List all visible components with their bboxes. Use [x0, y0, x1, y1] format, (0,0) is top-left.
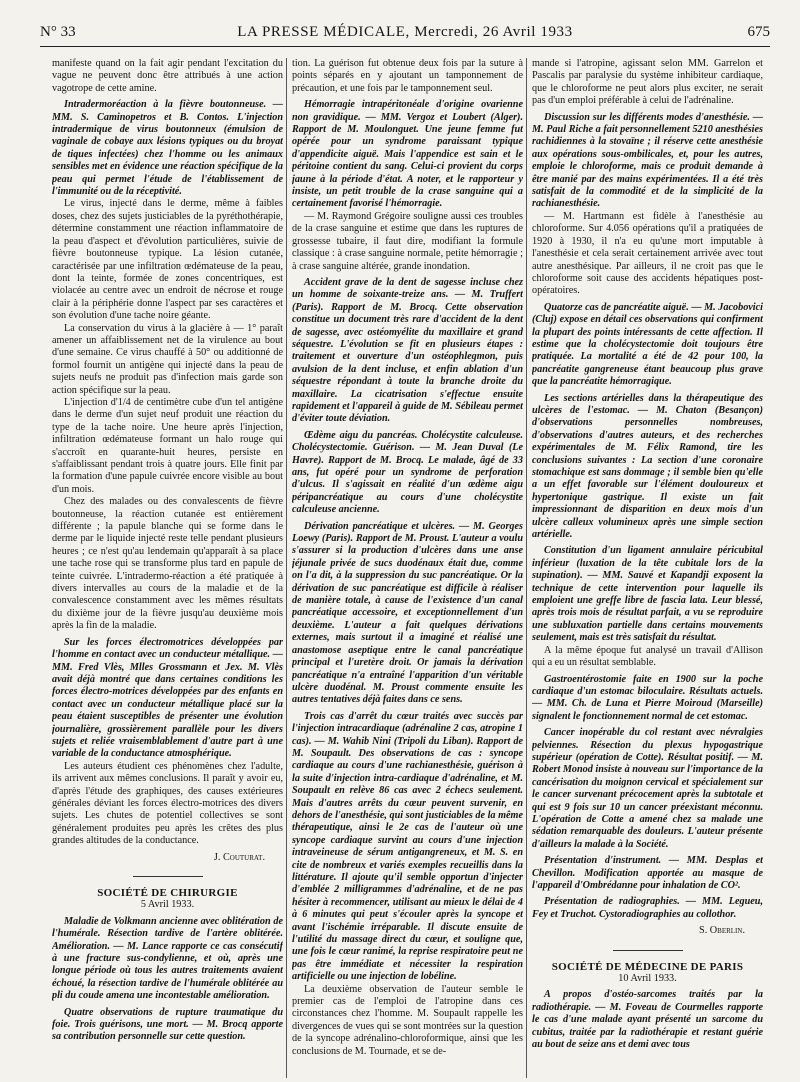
article-heading: A propos d'ostéo-sarcomes traités par la radiothérapie. — M. Foveau de Courmelles rapporte le cas d'une malade ayant présenté un sarcome du cubitus, traitée par la radiothérapie et restant guérie au bout de seize ans et demi avec tous [532, 989, 763, 1051]
article-heading: Trois cas d'arrêt du cœur traités avec succès par l'injection intracardiaque (adrénaline 2 cas, atropine 1 cas). — M. Wahib Nini (Tripoli du Liban). Rapport de M. Soupault. Des observations de cas : syncope cardiaque au cours d'une rachianesthésie, guérison à la suite d'injection intra-cardiaque d'adrénaline, et M. Soupault en relève 86 cas avec 2 échecs seulement. Mais d'autres arrêts du cœur peuvent survenir, en dehors de l'anesthésie, qui sont justiciables de la même thérapeutique, ainsi le 2e cas de l'auteur où une syncope cardiaque survint au cours d'une injection intraveineuse de sérum antigangreneux, et M. S. en cite de nombreux et variés exemples recueillis dans la littérature. Il ajoute qu'il semble opportun d'injecter d'emblée 2 milligrammes d'adrénaline, et de ne pas hésiter à recommencer, utilisant au mieux le délai de 4 à 6 minutes qui peut s'écouler après la syncope et avant l'ischémie irréparable. Il discute ensuite de l'utilité du massage direct du cœur, et souligne que, une fois le cœur ranimé, la reprise respiratoire peut ne pas être immédiate et nécessiter la respiration artificielle ou une injection de lobéline. [292, 710, 523, 983]
paragraph: tion. La guérison fut obtenue deux fois par la suture à points séparés en y ajoutant un tamponnement de précaution, et une fois par le tamponnement seul. [292, 58, 523, 94]
article-heading: Sur les forces électromotrices développées par l'homme en contact avec un conducteur métallique. — MM. Fred Vlès, Mlles Grossmann et Jex. M. Vlès avait déjà montré que dans certaines conditions les forces électro-motrices développées par des enfants en contact avec un conducteur métallique placé sur la peau étaient susceptibles de présenter une évolution journalière, grossièrement parallèle pour les divers sujets et reliée vraisemblablement d'autre part à une variable de la conductance atmosphérique. [52, 636, 283, 760]
paragraph: L'injection d'1/4 de centimètre cube d'un tel antigène dans le derme d'un sujet neuf produit une réaction du type de la tache noire. Une heure après l'injection, infiltration œdémateuse formant un halo rouge qui s'accroît en quarante-huit heures, persiste en s'affaiblissant pendant trois à quatre jours. Elle finit par la formation d'une papule cuivrée encore visible au bout d'un mois. [52, 396, 283, 495]
article-heading: Maladie de Volkmann ancienne avec oblitération de l'humérale. Résection tardive de l'artère oblitérée. Amélioration. — M. Lance rapporte ce cas consécutif à une fracture sus-condylienne, et où, après une longue période où tous les autres traitements avaient échoué, la résection tardive de l'humérale oblitérée au pli du coude amena une incontestable amélioration. [52, 915, 283, 1002]
section-title: SOCIÉTÉ DE MÉDECINE DE PARIS [551, 960, 744, 973]
signature: S. Oberlin. [699, 925, 745, 937]
column-2 [292, 58, 523, 1078]
paragraph: — M. Hartmann est fidèle à l'anesthésie au chloroforme. Sur 4.056 opérations qu'il a pratiquées de 1920 à 1930, il n'a eu qu'une mort imputable à l'anesthésie et cela serait certainement arrivée avec tout autre anesthésique. Par ailleurs, il ne croit pas que le chloroforme soit cause des accidents hépatiques post-opératoires. [532, 210, 763, 297]
article-heading: Les sections artérielles dans la thérapeutique des ulcères de l'estomac. — M. Chaton (Besançon) d'observations personnelles nombreuses, d'observations d'autres auteurs, et des recherches expérimentales de M. Félix Ramond, tire les conclusions suivantes : La section d'une coronaire stomachique est sans dommage ; il semble bien qu'elle a un effet favorable sur l'élément douloureux et hypertonique gastrique. Il existe un fait impressionnant de disparition en deux mois d'un ulcère calleux volumineux après une simple section artérielle. [532, 392, 763, 541]
masthead-title: LA PRESSE MÉDICALE, Mercredi, 26 Avril 1933 [237, 24, 573, 40]
paragraph: — M. Raymond Grégoire souligne aussi ces troubles de la crase sanguine et estime que dans les ruptures de grossesse tubaire, il faut dire, modifiant la formule classique : à crase sanguine normale, petite hémorragie ; à crase sanguine altérée, grande inondation. [292, 210, 523, 272]
article-heading: Quatorze cas de pancréatite aiguë. — M. Jacobovici (Cluj) expose en détail ces observations qui confirment la plupart des points intéressants de cette affection. Il estime que la cholécystectomie doit toujours être pratiquée. La mortalité a été de 42 pour 100, la pancréatite gangreneuse étant beaucoup plus grave que la pancréatite hémorragique. [532, 301, 763, 388]
page-number: 675 [747, 24, 770, 40]
paragraph: Le virus, injecté dans le derme, même à faibles doses, chez des sujets justiciables de la pyréthothérapie, détermine constamment une réaction inflammatoire de la peau d'aspect et d'évolution particulières, suivie de fièvre boutonneuse typique. La lésion cutanée, caractérisée par une infiltration œdémateuse de la peau, dont la teinte, formée de zones concentriques, est violacée au centre avec un endroit de nécrose et rouge clair à la périphérie donne l'aspect par ses caractères et son évolution d'une tache noire géante. [52, 198, 283, 322]
section-date: 5 Avril 1933. [140, 899, 195, 911]
column-3 [532, 58, 763, 1078]
article-heading: Hémorragie intrapéritonéale d'origine ovarienne non gravidique. — MM. Vergoz et Loubert (Alger). Rapport de M. Moulonguet. Une jeune femme fut opérée pour un syndrome paraissant typique d'appendicite aiguë. Mais l'appendice est sain et le péritoine contient du sang. Celui-ci provient du corps jaune à la période d'état. A noter, et le rapporteur y insiste, un petit trouble de la crase sanguine qui a certainement favorisé l'hémorragie. [292, 99, 523, 210]
article-heading: Cancer inopérable du col restant avec névralgies pelviennes. Résection du plexus hypogastrique supérieur (opération de Cotte). Résultat positif. — M. Robert Monod insiste à nouveau sur l'importance de la cancérisation du moignon cervical et spécialement sur le cancer survenant précocement après la subtotale et qui est 9 fois sur 10 un cancer préexistant méconnu. L'opération de Cotte a amené chez sa malade une sédation remarquable des douleurs. L'auteur présente d'ailleurs la malade à la Société. [532, 727, 763, 850]
article-heading: Dérivation pancréatique et ulcères. — M. Georges Loewy (Paris). Rapport de M. Proust. L'auteur a voulu s'assurer si la production d'ulcères dans une anse jéjunale privée de sucs duodénaux était due, comme on l'a dit, à la suppression du suc pancréatique. Or la dérivation de suc pancréatique est difficile à réaliser de manière totale, à cause de l'existence d'un canal pancréatique accessoire, et exceptionnellement d'un deuxième. L'auteur a fait quelques dérivations externes, mais surtout il a imaginé et réalisé une anastomose aseptique entre le canal pancréatique principal et l'uretère droit. Or jamais la dérivation pancréatique n'a entraîné l'apparition d'un véritable ulcère duodénal. M. Proust commente ensuite les autres tentatives déjà faites dans ce sens. [292, 520, 523, 706]
section-rule [133, 876, 203, 877]
paragraph: La deuxième observation de l'auteur semble le premier cas de l'emploi de l'atropine dans ces circonstances chez l'homme. M. Soupault rappelle les divergences de vues qui se sont montrées sur la question de la syncope adrénalino-chloroformique, ainsi que les conclusions de M. Tournade, et se de- [292, 983, 523, 1057]
article-heading: Quatre observations de rupture traumatique du foie. Trois guérisons, une mort. — M. Brocq apporte sa contribution personnelle sur cette question. [52, 1006, 283, 1043]
issue-number: N° 33 [40, 24, 76, 40]
paragraph: La conservation du virus à la glacière à — 1° paraît amener un affaiblissement net de la virulence au bout d'une semaine. Ce virus chauffé à 50° ou additionné de formol fournit un antigène qui injecté dans la peau de sujets neufs ne produit pas d'infection mais garde son action spécifique sur la peau. [52, 322, 283, 396]
article-heading: Discussion sur les différents modes d'anesthésie. — M. Paul Riche a fait personnellement 5210 anesthésies rachidiennes à la stovaïne ; il réserve cette anesthésie aux opérations sous-ombilicales, et, pour les autres, emploie le chloroforme, mais ce produit demande à être manié par des mains expérimentées. Il a été très satisfait de la commodité et de la simplicité de la rachianesthésie. [532, 111, 763, 210]
article-heading: Œdème aigu du pancréas. Cholécystite calculeuse. Cholécystectomie. Guérison. — M. Jean Duval (Le Havre). Rapport de M. Brocq. Le malade, âgé de 33 ans, fut opéré pour un syndrome de perforation d'ulcus. Il s'agissait en réalité d'un œdème aigu péripancréatique au cours d'une cholécystite calculeuse ancienne. [292, 429, 523, 516]
column-divider [526, 58, 527, 1078]
article-heading: Accident grave de la dent de sagesse incluse chez un homme de soixante-treize ans. — M. Truffert (Paris). Rapport de M. Brocq. Cette observation constitue un document très rare d'accident de la dent de sagesse, avec ostéomyélite du maxillaire et grand séquestre. L'évolution se fit en plusieurs étapes : traitement et ouverture d'un ostéophlegmon, puis avulsion de la dent incluse, et enfin ablation d'un séquestre répondant à toute la branche droite du maxillaire. La cicatrisation s'effectue ensuite rapidement et l'appareil à guide de M. Sébileau permet d'éviter toute déviation. [292, 276, 523, 425]
article-heading: Intradermoréaction à la fièvre boutonneuse. — MM. S. Caminopetros et B. Contos. L'injection intradermique de virus boutonneux (émulsion de vaginale de cobaye aux lésions typiques ou du broyat de tiques infectées) chez l'homme ou les animaux sensibles met en évidence une réaction spécifique de la peau qui permet l'étude de l'établissement de l'immunité ou de la réceptivité. [52, 99, 283, 198]
article-heading: Présentation d'instrument. — MM. Desplas et Chevillon. Modification apportée au masque de l'appareil d'Ombrédanne pour inhalation de CO². [532, 855, 763, 891]
header-rule [40, 46, 770, 47]
paragraph: manifeste quand on la fait agir pendant l'excitation du vague ne peuvent donc être attribués à une action vagotrope de cette amine. [52, 58, 283, 94]
section-title: SOCIÉTÉ DE CHIRURGIE [97, 887, 238, 899]
section-date: 10 Avril 1933. [618, 973, 677, 985]
paragraph: Chez des malades ou des convalescents de fièvre boutonneuse, la réaction cutanée est entièrement différente ; la papule blanche qui se forme dans le derme par le liquide injecté reste telle pendant plusieurs heures ; ce n'est qu'au lendemain qu'apparaît à sa place une tache rose qui se transforme plus tard en papule de teinte cuivrée. L'intradermo-réaction a été pratiquée à divers intervalles au cours de la maladie et de la convalescence constamment avec les mêmes résultats du dixième jour de la fièvre jusqu'au deuxième mois après la fin de la maladie. [52, 496, 283, 632]
article-heading: Constitution d'un ligament annulaire péricubital inférieur (luxation de la tête cubitale lors de la supination). — MM. Sauvé et Kapandji exposent la technique de cette intervention pour laquelle ils emploient une greffe libre de fascia lata. Leur blessé, après trois mois de résultat parfait, a vu se reproduire une subluxation partielle dans certains mouvements seulement, mais est très satisfait du résultat. [532, 545, 763, 644]
page-header [40, 22, 770, 50]
section-rule [613, 950, 683, 951]
article-heading: Gastroentérostomie faite en 1900 sur la poche cardiaque d'un estomac biloculaire. Résultats actuels. — MM. Ch. de Luna et Pierre Moiroud (Marseille) signalent le fonctionnement normal de cet estomac. [532, 673, 763, 722]
column-divider [286, 58, 287, 1078]
signature: J. Couturat. [213, 851, 265, 863]
paragraph: mande si l'atropine, agissant selon MM. Garrelon et Pascalis par paralysie du système inhibiteur cardiaque, que le chloroforme ne peut alors plus exciter, ne serait pas d'un emploi préférable à celui de l'adrénaline. [532, 58, 763, 107]
paragraph: Les auteurs étudient ces phénomènes chez l'adulte, ils arrivent aux mêmes conclusions. Il paraît y avoir eu, d'après l'étude des graphiques, des causes extérieures générales déviant les forces électro-motrices des divers sujets. Les chutes de potentiel collectives se sont généralement produites peu après les crêtes des plus grandes altitudes de la conductance. [52, 760, 283, 847]
article-heading: Présentation de radiographies. — MM. Legueu, Fey et Truchot. Cystoradiographies au collothor. [532, 896, 763, 920]
column-1 [52, 58, 283, 1078]
paragraph: A la même époque fut analysé un travail d'Allison qui a eu un résultat semblable. [532, 644, 763, 669]
